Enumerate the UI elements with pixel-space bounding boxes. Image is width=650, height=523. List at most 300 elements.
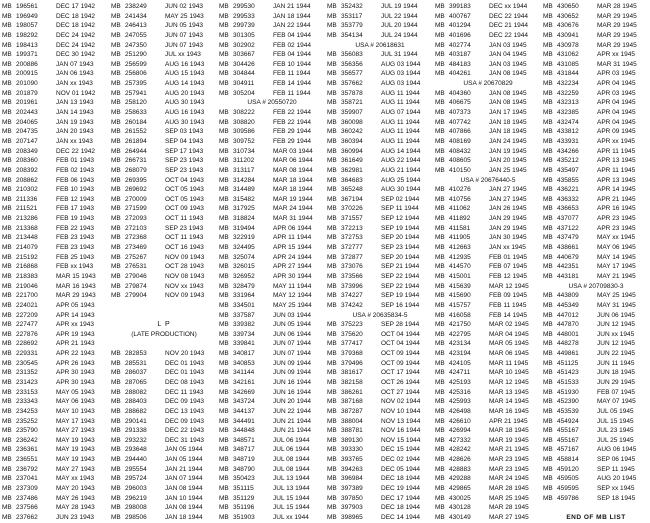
serial-number: 386261 — [341, 388, 363, 396]
prefix-label: MB — [435, 215, 445, 223]
serial-number: 428242 — [449, 446, 471, 454]
spacer — [111, 311, 217, 321]
prefix-label: MB — [219, 485, 229, 493]
list-item — [435, 397, 541, 407]
date-value: JAN 07 1943 — [56, 60, 94, 68]
serial-number: 438661 — [557, 244, 579, 252]
list-item — [111, 426, 217, 436]
date-value: AUG 30 1943 — [165, 118, 205, 126]
prefix-label: MB — [327, 205, 337, 213]
prefix-label: MB — [435, 282, 445, 290]
date-value: FEB 12 1943 — [56, 195, 94, 203]
list-item — [435, 388, 541, 398]
date-value: FEB 22 1944 — [273, 118, 311, 126]
date-value: JAN 18 1945 — [489, 128, 527, 136]
date-value: DEC 19 1944 — [381, 485, 421, 493]
serial-number: 230545 — [16, 359, 38, 367]
serial-number: 407742 — [449, 118, 471, 126]
prefix-label: MB — [435, 292, 445, 300]
prefix-label: MB — [219, 51, 229, 59]
prefix-label: MB — [543, 3, 553, 10]
date-value: JAN 24 1945 — [489, 137, 527, 145]
prefix-label: MB — [2, 118, 12, 126]
date-value: NOV 16 1944 — [381, 427, 421, 435]
prefix-label: MB — [435, 456, 445, 464]
serial-number: 415757 — [449, 301, 471, 309]
serial-number: 423194 — [449, 350, 471, 358]
list-item — [219, 118, 325, 128]
serial-number: 269395 — [125, 176, 147, 184]
prefix-label: MB — [435, 272, 445, 280]
list-item — [327, 282, 433, 292]
prefix-label: MB — [543, 292, 553, 300]
date-value: AUG 20 1943 — [165, 89, 205, 97]
prefix-label: MB — [111, 234, 121, 242]
serial-number: 322919 — [233, 234, 255, 242]
prefix-label: MB — [543, 427, 553, 435]
list-item — [111, 118, 217, 128]
list-item — [327, 118, 433, 128]
serial-number: 308820 — [233, 118, 255, 126]
date-value: MAY 26 1943 — [56, 494, 95, 502]
list-item — [219, 2, 325, 12]
date-value: AUG 15 1943 — [165, 70, 205, 78]
prefix-label: MB — [543, 89, 553, 97]
prefix-label: MB — [2, 60, 12, 68]
date-value: JUL 15 1945 — [597, 417, 634, 425]
serial-number: 440679 — [557, 253, 579, 261]
prefix-label: MB — [219, 215, 229, 223]
prefix-label: MB — [543, 398, 553, 406]
serial-number: 412663 — [449, 244, 471, 252]
serial-number: 288403 — [125, 398, 147, 406]
prefix-label: MB — [327, 359, 337, 367]
serial-number: 425993 — [449, 398, 471, 406]
date-value: JAN 19 1943 — [56, 118, 94, 126]
prefix-label: MB — [327, 369, 337, 377]
list-item — [219, 214, 325, 224]
date-value: OCT 11 1943 — [165, 234, 204, 242]
date-value: FEB 19 1943 — [56, 215, 94, 223]
list-item — [327, 89, 433, 99]
date-value: OCT 04 1944 — [381, 340, 420, 348]
prefix-label: MB — [111, 244, 121, 252]
date-value: JUN 07 1944 — [273, 350, 311, 358]
prefix-label: MB — [2, 244, 12, 252]
date-value: APR 03 1945 — [597, 89, 636, 97]
serial-number: 435212 — [557, 157, 579, 165]
prefix-label: MB — [435, 3, 445, 10]
date-value: JAN 14 1943 — [56, 109, 94, 117]
prefix-label: MB — [327, 224, 337, 232]
serial-number: 426610 — [449, 417, 471, 425]
list-item — [2, 69, 108, 79]
serial-number: 416058 — [449, 311, 471, 319]
list-item — [111, 79, 217, 89]
date-value: FEB 06 1943 — [56, 176, 94, 184]
date-value: MAR 29 1943 — [56, 292, 96, 300]
date-value: MAR 16 1945 — [489, 407, 529, 415]
prefix-label: MB — [219, 234, 229, 242]
list-item — [543, 301, 649, 311]
list-item — [543, 388, 649, 398]
serial-number: 272368 — [125, 234, 147, 242]
serial-number: 437479 — [557, 234, 579, 242]
date-value: SEP 11 1945 — [597, 465, 635, 473]
list-item — [2, 60, 108, 70]
list-item — [543, 79, 649, 89]
serial-number: 379496 — [341, 359, 363, 367]
serial-number: 210302 — [16, 186, 38, 194]
serial-number: 340853 — [233, 359, 255, 367]
prefix-label: MB — [2, 417, 12, 425]
date-value: JAN xx 1945 — [489, 244, 526, 252]
date-value: NOV 15 1944 — [381, 436, 421, 444]
serial-number: 458814 — [557, 456, 579, 464]
serial-number: 334501 — [233, 301, 255, 309]
date-value: NOV 09 1943 — [165, 292, 205, 300]
list-item — [435, 311, 541, 321]
serial-number: 357878 — [341, 89, 363, 97]
serial-number: 443181 — [557, 272, 579, 280]
list-item — [219, 339, 325, 349]
date-value: APR 21 1945 — [489, 417, 528, 425]
serial-number: 309752 — [233, 137, 255, 145]
list-item — [2, 494, 108, 504]
prefix-label: MB — [543, 417, 553, 425]
prefix-label: MB — [543, 321, 553, 329]
serial-number: 374227 — [341, 292, 363, 300]
serial-number: 204735 — [16, 128, 38, 136]
serial-number: 295554 — [125, 465, 147, 473]
list-item — [435, 224, 541, 234]
serial-number: 318824 — [233, 215, 255, 223]
serial-number: 344137 — [233, 407, 255, 415]
prefix-label: MB — [219, 350, 229, 358]
serial-number: 279904 — [125, 292, 147, 300]
date-value: DEC 11 1943 — [165, 388, 204, 396]
list-item — [435, 484, 541, 494]
list-item — [327, 243, 433, 253]
prefix-label: MB — [2, 513, 12, 521]
list-item — [435, 282, 541, 292]
list-item — [219, 12, 325, 22]
date-value: FEB 29 1944 — [273, 128, 311, 136]
date-value: NOV 20 1943 — [165, 350, 205, 358]
date-value: AUG 03 1944 — [381, 80, 421, 88]
list-item — [327, 301, 433, 311]
prefix-label: MB — [111, 215, 121, 223]
serial-number: 360098 — [341, 118, 363, 126]
prefix-label: MB — [219, 292, 229, 300]
prefix-label: MB — [2, 407, 12, 415]
prefix-label: MB — [219, 513, 229, 521]
list-item — [2, 79, 108, 89]
date-value: OCT 04 1944 — [381, 330, 420, 338]
date-value: MAR 12 1945 — [489, 282, 529, 290]
serial-number: 371557 — [341, 215, 363, 223]
prefix-label: MB — [435, 166, 445, 174]
list-item — [435, 185, 541, 195]
date-value: AUG 16 1943 — [165, 60, 205, 68]
date-value: APR 30 1943 — [56, 378, 95, 386]
date-value: MAY 25 1943 — [165, 12, 204, 20]
date-value: SEP 12 1944 — [381, 215, 420, 223]
list-item — [327, 176, 433, 186]
prefix-label: MB — [435, 513, 445, 521]
serial-number: 354134 — [341, 31, 363, 39]
list-item — [543, 156, 649, 166]
prefix-label: MB — [543, 369, 553, 377]
prefix-label: MB — [543, 109, 553, 117]
date-value: JUN 22 1945 — [597, 350, 635, 358]
list-item — [435, 12, 541, 22]
date-value: MAR 29 1945 — [597, 12, 637, 20]
serial-number: 272093 — [125, 215, 147, 223]
list-item — [543, 272, 649, 282]
prefix-label: MB — [435, 244, 445, 252]
list-item — [327, 12, 433, 22]
prefix-label: MB — [111, 494, 121, 502]
serial-number: 299530 — [233, 3, 255, 10]
serial-number: 430652 — [557, 12, 579, 20]
date-value: FEB 07 1945 — [597, 388, 635, 396]
date-value: MAR 06 1944 — [273, 157, 313, 165]
prefix-label: MB — [435, 31, 445, 39]
serial-number: 310734 — [233, 147, 255, 155]
date-value: JUL 06 1944 — [273, 436, 310, 444]
list-item — [435, 272, 541, 282]
prefix-label: MB — [2, 234, 12, 242]
list-item — [219, 494, 325, 504]
serial-number: 339734 — [233, 330, 255, 338]
section-header: USA # 20709830-3 — [568, 282, 624, 290]
list-column — [111, 2, 217, 523]
list-item — [219, 79, 325, 89]
date-value: JUN 11 1945 — [597, 359, 635, 367]
list-item — [327, 426, 433, 436]
date-value: APR xx 1945 — [597, 51, 635, 59]
list-item — [219, 349, 325, 359]
prefix-label: MB — [327, 407, 337, 415]
date-value: MAR 28 1945 — [489, 485, 529, 493]
prefix-label: MB — [2, 504, 12, 512]
date-value: JAN xx 1943 — [56, 137, 93, 145]
date-value: DEC 05 1944 — [381, 465, 421, 473]
prefix-label: MB — [435, 436, 445, 444]
serial-number: 459505 — [557, 475, 579, 483]
date-value: SEP 23 1943 — [165, 166, 204, 174]
serial-number: 401294 — [449, 22, 471, 30]
date-value: JUN 07 1943 — [165, 31, 203, 39]
serial-number: 375620 — [341, 330, 363, 338]
serial-number: 348790 — [233, 465, 255, 473]
date-value: MAR 23 1945 — [489, 456, 529, 464]
prefix-label: MB — [327, 446, 337, 454]
prefix-label: MB — [2, 99, 12, 107]
serial-number: 305204 — [233, 89, 255, 97]
date-value: JUN 07 1943 — [165, 41, 203, 49]
prefix-label: MB — [327, 31, 337, 39]
serial-number: 424711 — [449, 369, 471, 377]
prefix-label: MB — [2, 205, 12, 213]
prefix-label: MB — [327, 485, 337, 493]
prefix-label: MB — [111, 22, 121, 30]
prefix-label: MB — [219, 176, 229, 184]
prefix-label: MB — [111, 427, 121, 435]
list-item — [543, 407, 649, 417]
date-value: OCT 09 1944 — [381, 350, 420, 358]
serial-number: 208392 — [16, 166, 38, 174]
serial-number: 291338 — [125, 427, 147, 435]
serial-number: 436653 — [557, 205, 579, 213]
date-value: DEC 21 1944 — [489, 22, 529, 30]
list-item — [543, 436, 649, 446]
prefix-label: MB — [327, 22, 337, 30]
section-header: USA # 20550720 — [247, 99, 297, 107]
serial-number: 279046 — [125, 272, 147, 280]
date-value: AUG 30 1943 — [165, 99, 205, 107]
list-item — [2, 436, 108, 446]
prefix-label: MB — [327, 282, 337, 290]
date-value: JUL 08 1944 — [273, 465, 310, 473]
serial-number: 381617 — [341, 369, 363, 377]
prefix-label: MB — [111, 359, 121, 367]
date-value: APR 16 1945 — [597, 205, 636, 213]
list-item — [327, 60, 433, 70]
date-value: JUN 12 1945 — [597, 340, 635, 348]
list-item — [543, 330, 649, 340]
date-value: JAN 20 1945 — [489, 157, 527, 165]
date-value: MAR 21 1945 — [489, 446, 529, 454]
date-value: MAY 19 1943 — [56, 436, 95, 444]
serial-number: 348571 — [233, 436, 255, 444]
serial-number: 237041 — [16, 475, 38, 483]
date-value: JAN 08 1944 — [165, 504, 203, 512]
prefix-label: MB — [543, 22, 553, 30]
prefix-label: MB — [543, 176, 553, 184]
list-item — [2, 339, 108, 349]
serial-number: 237486 — [16, 494, 38, 502]
prefix-label: MB — [2, 12, 12, 20]
serial-number: 387168 — [341, 398, 363, 406]
prefix-label: MB — [2, 253, 12, 261]
list-item — [2, 2, 108, 12]
date-value: SEP 23 1943 — [165, 224, 204, 232]
prefix-label: MB — [219, 359, 229, 367]
list-item — [543, 368, 649, 378]
serial-number: 437122 — [557, 224, 579, 232]
prefix-label: MB — [435, 109, 445, 117]
prefix-label: MB — [435, 99, 445, 107]
prefix-label: MB — [2, 446, 12, 454]
prefix-label: MB — [219, 41, 229, 49]
prefix-label: MB — [435, 89, 445, 97]
serial-number: 430149 — [449, 513, 471, 521]
list-item — [327, 339, 433, 349]
list-item — [111, 185, 217, 195]
prefix-label: MB — [2, 350, 12, 358]
serial-number: 198292 — [16, 31, 38, 39]
list-item — [327, 397, 433, 407]
date-value: JUL 31 1944 — [381, 51, 418, 59]
serial-number: 410756 — [449, 195, 471, 203]
list-item — [327, 378, 433, 388]
list-item — [327, 233, 433, 243]
serial-number: 372777 — [341, 244, 363, 252]
list-item — [543, 195, 649, 205]
date-value: JAN 10 1944 — [165, 494, 203, 502]
list-item — [111, 89, 217, 99]
list-item — [219, 426, 325, 436]
date-value: MAY 06 1943 — [56, 398, 95, 406]
date-value: APR 11 1944 — [273, 234, 312, 242]
prefix-label: MB — [327, 378, 337, 386]
prefix-label: MB — [327, 3, 337, 10]
prefix-label: MB — [327, 128, 337, 136]
serial-number: 298008 — [125, 504, 147, 512]
list-item — [327, 253, 433, 263]
date-value: MAR 24 1944 — [273, 205, 313, 213]
date-value: APR 21 1943 — [56, 340, 95, 348]
prefix-label: MB — [435, 417, 445, 425]
prefix-label: MB — [111, 147, 121, 155]
date-value: SEP 22 1944 — [381, 272, 420, 280]
serial-number: 414570 — [449, 263, 471, 271]
serial-number: 407866 — [449, 128, 471, 136]
prefix-label: MB — [2, 157, 12, 165]
prefix-label: MB — [435, 321, 445, 329]
list-item — [219, 262, 325, 272]
date-value: SEP 20 1944 — [381, 234, 420, 242]
date-value: MAR 18 1944 — [273, 186, 313, 194]
prefix-label: MB — [543, 51, 553, 59]
prefix-label: MB — [111, 166, 121, 174]
date-value: DEC 24 1942 — [56, 41, 96, 49]
list-item — [219, 89, 325, 99]
serial-number: 430978 — [557, 41, 579, 49]
date-value: OCT 17 1944 — [381, 369, 420, 377]
serial-number: 246413 — [125, 22, 147, 30]
serial-number: 399183 — [449, 3, 471, 10]
list-item — [543, 69, 649, 79]
date-value: JUL 25 1945 — [597, 436, 634, 444]
serial-number: 431844 — [557, 70, 579, 78]
date-value: SEP 19 1944 — [381, 224, 420, 232]
list-item — [2, 465, 108, 475]
prefix-label: MB — [327, 456, 337, 464]
date-value: DEC 09 1943 — [165, 398, 205, 406]
serial-number: 426994 — [449, 427, 471, 435]
date-value: SEP 11 1944 — [381, 205, 419, 213]
list-item — [327, 50, 433, 60]
serial-number: 340817 — [233, 350, 255, 358]
prefix-label: MB — [111, 195, 121, 203]
prefix-label: MB — [435, 118, 445, 126]
date-value: MAR 31 1945 — [597, 60, 637, 68]
prefix-label: MB — [543, 340, 553, 348]
serial-number: 204065 — [16, 118, 38, 126]
date-value: APR 26 1943 — [56, 359, 95, 367]
date-value: MAR 08 1944 — [273, 166, 313, 174]
date-value: APR 04 1945 — [597, 109, 636, 117]
list-item — [435, 253, 541, 263]
list-item — [435, 513, 541, 523]
list-item — [543, 378, 649, 388]
date-value: JUN 20 1944 — [273, 398, 311, 406]
serial-number: 271599 — [125, 205, 147, 213]
list-item — [543, 176, 649, 186]
